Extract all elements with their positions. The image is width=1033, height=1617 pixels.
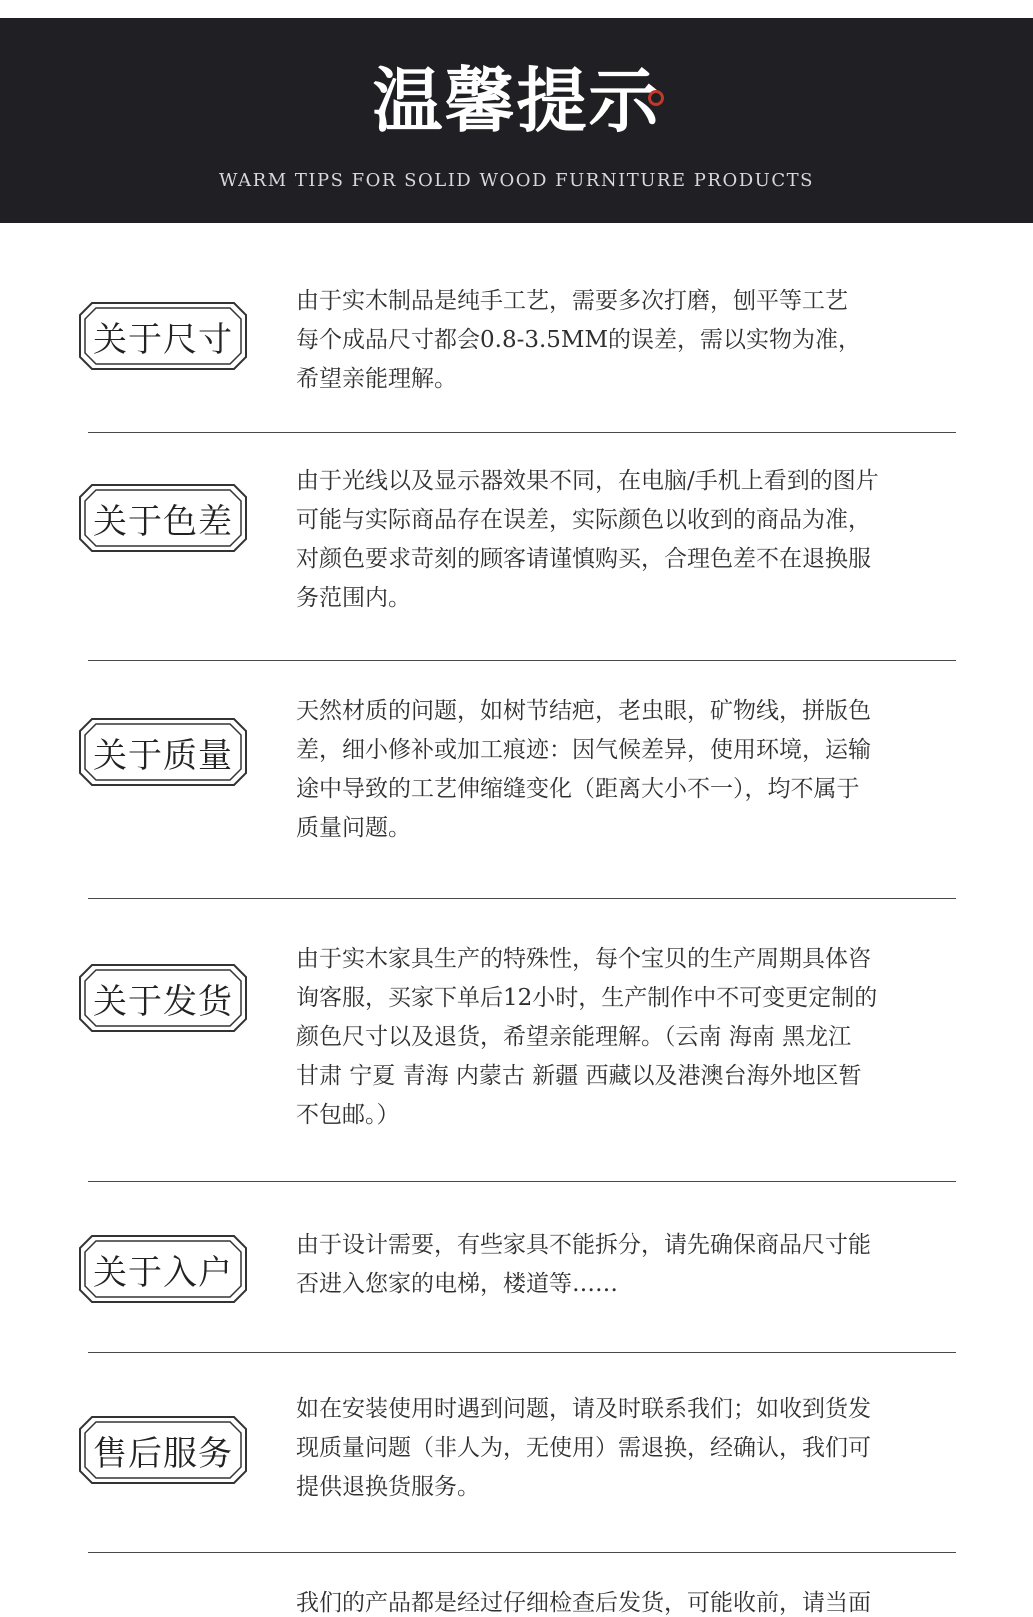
- divider: [88, 1352, 956, 1353]
- cut-off-text: 我们的产品都是经过仔细检查后发货，可能收前，请当面: [296, 1590, 871, 1616]
- section-badge: [78, 301, 248, 371]
- divider: [88, 660, 956, 661]
- divider: [88, 432, 956, 433]
- section-text: 由于实木家具生产的特殊性，每个宝贝的生产周期具体咨 询客服，买家下单后12小时，生产制作中不可变更定制的 颜色尺寸以及退货，希望亲能理解。（云南 海南 黑龙江 甘肃 宁夏 青海 内蒙古 新疆 西藏以及港澳台海外地区暂 不包邮。）: [296, 946, 878, 1128]
- section-label: 关于发货: [93, 981, 233, 1022]
- divider: [88, 1552, 956, 1553]
- red-circle-icon: [648, 90, 664, 106]
- section-label: 关于尺寸: [93, 319, 233, 360]
- page-subtitle: WARM TIPS FOR SOLID WOOD FURNITURE PRODUCTS: [219, 170, 814, 191]
- section-label: 关于质量: [93, 735, 233, 776]
- section-text: 由于实木制品是纯手工艺，需要多次打磨，刨平等工艺 每个成品尺寸都会0.8-3.5MM的误差，需以实物为准， 希望亲能理解。: [296, 288, 862, 392]
- section-badge: [78, 963, 248, 1033]
- section-badge: [78, 1234, 248, 1304]
- section-text: 如在安装使用时遇到问题，请及时联系我们；如收到货发 现质量问题（非人为，无使用）需退换，经确认，我们可 提供退换货服务。: [296, 1396, 871, 1500]
- section-label: 关于色差: [93, 501, 233, 542]
- header-banner: [0, 18, 1033, 223]
- section-text: 天然材质的问题，如树节结疤，老虫眼，矿物线，拼版色 差，细小修补或加工痕迹：因气候差异，使用环境，运输 途中导致的工艺伸缩缝变化（距离大小不一），均不属于 质量问题。: [296, 698, 871, 841]
- section-badge: [78, 483, 248, 553]
- section-label: 关于入户: [93, 1252, 233, 1293]
- page-title: 温馨提示: [372, 59, 661, 142]
- section-text: 由于设计需要，有些家具不能拆分，请先确保商品尺寸能 否进入您家的电梯，楼道等……: [296, 1232, 871, 1297]
- section-text: 由于光线以及显示器效果不同，在电脑/手机上看到的图片 可能与实际商品存在误差，实际颜色以收到的商品为准， 对颜色要求苛刻的顾客请谨慎购买，合理色差不在退换服 务范围内。: [296, 468, 879, 611]
- divider: [88, 1181, 956, 1182]
- section-badge: [78, 1415, 248, 1485]
- divider: [88, 898, 956, 899]
- section-badge: [78, 717, 248, 787]
- section-label: 售后服务: [93, 1433, 233, 1474]
